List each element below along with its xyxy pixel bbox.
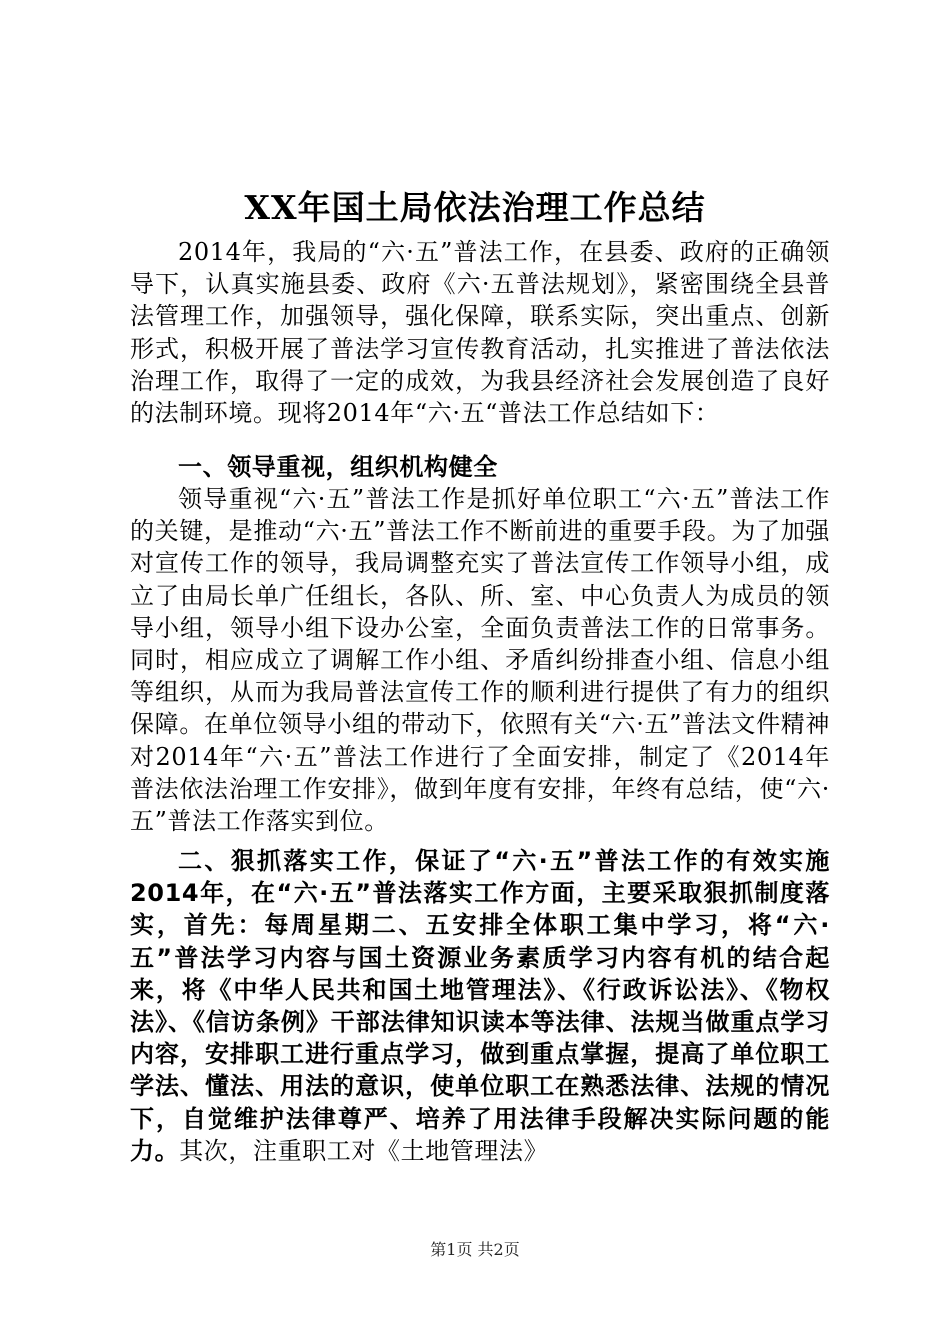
page-footer: 第1页 共2页 — [430, 1240, 520, 1259]
section-1-heading: 一、领导重视，组织机构健全 — [178, 453, 498, 481]
section-2-continued-text: 其次，注重职工对《土地管理法》 — [179, 1136, 549, 1165]
intro-paragraph: 2014年，我局的“六·五”普法工作，在县委、政府的正确领导下，认真实施县委、政府《六·五普法规划》，紧密围绕全县普法管理工作，加强领导，强化保障，联系实际，突出重点、创新形式，积极开展了普法学习宣传教育活动，扎实推进了普法依法治理工作，取得了一定的成效，为我县经济社会发展创造了良好的法制环境。现将2014年“六·五“普法工作总结如下： — [130, 238, 830, 428]
section-2-paragraph — [130, 845, 830, 1167]
section-1-paragraph: 领导重视“六·五”普法工作是抓好单位职工“六·五”普法工作的关键，是推动“六·五”普法工作不断前进的重要手段。为了加强对宣传工作的领导，我局调整充实了普法宣传工作领导小组，成立了由局长单广任组长，各队、所、室、中心负责人为成员的领导小组，领导小组下设办公室，全面负责普法工作的日常事务。同时，相应成立了调解工作小组、矛盾纠纷排查小组、信息小组等组织，从而为我局普法宣传工作的顺利进行提供了有力的组织保障。在单位领导小组的带动下，依照有关“六·五”普法文件精神对2014年“六·五”普法工作进行了全面安排，制定了《2014年普法依法治理工作安排》，做到年度有安排，年终有总结，使“六·五”普法工作落实到位。 — [130, 485, 830, 836]
document-title: XX年国土局依法治理工作总结 — [244, 188, 706, 227]
section-2-bold-text: 二、狠抓落实工作，保证了“六·五”普法工作的有效实施2014年，在“六·五”普法落实工作方面，主要采取狠抓制度落实，首先：每周星期二、五安排全体职工集中学习，将“六·五”普法学习内容与国土资源业务素质学习内容有机的结合起来，将《中华人民共和国土地管理法》、《行政诉讼法》、《物权法》、《信访条例》干部法律知识读本等法律、法规当做重点学习内容，安排职工进行重点学习，做到重点掌握，提高了单位职工学法、懂法、用法的意识，使单位职工在熟悉法律、法规的情况下，自觉维护法律尊严、培养了用法律手段解决实际问题的能力。 — [130, 847, 830, 1165]
